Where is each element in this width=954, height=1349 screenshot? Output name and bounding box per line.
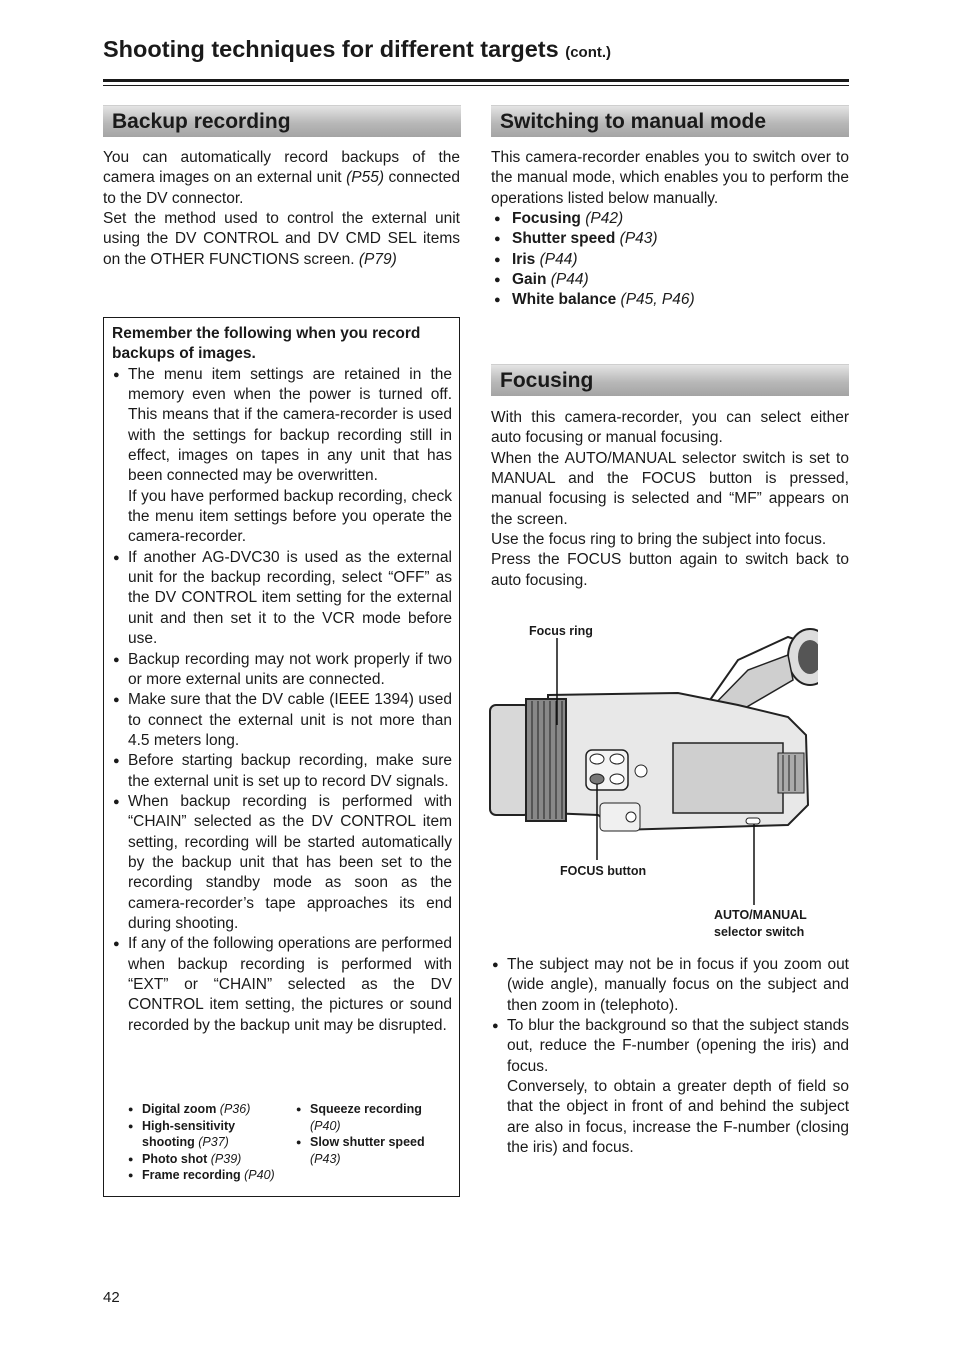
notes-heading: Remember the following when you record backups of images. [112,325,421,363]
list-item: ● High-sensitivity [128,1118,275,1135]
list-item: ● Make sure that the DV cable (IEEE 1394) used to connect the external unit is not more than 4.5 meters long. [112,690,452,751]
header-rule [103,79,849,82]
label-focus-button: FOCUS button [560,864,647,878]
notes-list [112,365,452,1036]
manual-list [491,209,849,311]
ref-link: (P55) [346,169,384,187]
list-item: ● To blur the background so that the subject stands out, reduce the F-number (opening the iris) and focus. Conversely, to obtain a greater depth of field so that the object in front of and behind the subject are also in focus, increase the F-number (closing the iris) and focus. [491,1016,849,1158]
list-item-cont: (P43) [310,1151,341,1166]
list-item: ● When backup recording is performed with “CHAIN” selected as the DV CONTROL item setting, recording will be started automatically by the backup unit that has been set to the recording standby mode as soon as the camera-recorder’s tape approaches its end during shooting. [112,792,452,934]
focusing-paragraph: Use the focus ring to bring the subject into focus. [491,531,827,549]
manual-text [491,148,849,311]
section-heading-backup: Backup recording [103,105,461,137]
list-item: ● Shutter speed (P43) [491,229,849,249]
focusing-text [491,408,849,591]
section-heading-focusing: Focusing [491,364,849,396]
page-number: 42 [103,1289,120,1306]
list-item: ● White balance (P45, P46) [491,290,849,310]
backup-text [103,148,460,270]
title-text: Shooting techniques for different targets [103,36,559,62]
sub-list-right [296,1101,425,1167]
sub-list-left [128,1101,275,1184]
list-item: ● Frame recording (P40) [128,1167,275,1184]
label-focus-ring: Focus ring [529,624,593,638]
title-cont: (cont.) [565,44,612,61]
list-item: ● If any of the following operations are performed when backup recording is performed with “EXT” or “CHAIN” selected as the DV CONTROL item setting, the pictures or sound recorded by the backup unit may be disrupted. [112,934,452,1036]
focusing-paragraph: When the AUTO/MANUAL selector switch is set to MANUAL and the FOCUS button is pressed, manual focusing is selected and “MF” appears on the screen. [491,449,849,528]
list-item: ● Slow shutter speed [296,1134,425,1151]
list-item-cont: shooting (P37) [142,1135,229,1150]
focusing-tips [491,955,849,1158]
backup-paragraph-2: Set the method used to control the external unit using the DV CONTROL and DV CMD SEL items on the OTHER FUNCTIONS screen. (P79) [103,210,460,268]
list-item: ● Before starting backup recording, make sure the external unit is set up to record DV signals. [112,751,452,792]
tips-list [491,955,849,1158]
list-item: ● Iris (P44) [491,250,849,270]
list-item: ● The subject may not be in focus if you zoom out (wide angle), manually focus on the subject and then zoom in (telephoto). [491,955,849,1016]
list-item: ● Gain (P44) [491,270,849,290]
notes-box [103,317,460,1197]
ref-link: (P79) [358,250,397,268]
list-item: ● The menu item settings are retained in the memory even when the power is turned off. This means that if the camera-recorder is used with the settings for backup recording still in effect, images on tapes in any unit that has been connected may be overwritten. If you have performed backup recording, check the menu item settings before you operate the camera-recorder. [112,365,452,548]
list-item-cont: (P40) [310,1118,341,1133]
list-item: ● Squeeze recording [296,1101,425,1118]
focusing-paragraph: With this camera-recorder, you can select either auto focusing or manual focusing. [491,409,849,447]
focusing-paragraph: Press the FOCUS button again to switch back to auto focusing. [491,551,849,589]
list-item: ● Backup recording may not work properly if two or more external units are connected. [112,650,452,691]
label-auto-manual: AUTO/MANUAL selector switch [714,908,807,939]
list-item: ● Digital zoom (P36) [128,1101,275,1118]
list-item: ● If another AG-DVC30 is used as the external unit for the backup recording, select “OFF” as the DV CONTROL item setting for the external unit and then set it to the VCR mode before use. [112,548,452,650]
backup-paragraph-1: You can automatically record backups of the camera images on an external unit (P55) connected to the DV connector. [103,149,460,207]
header-rule-thin [103,85,849,86]
camera-illustration [488,625,818,915]
page-title [103,36,611,63]
section-heading-manual: Switching to manual mode [491,105,849,137]
manual-intro: This camera-recorder enables you to switch over to the manual mode, which enables you to perform the operations listed below manually. [491,149,849,207]
list-item: ● Photo shot (P39) [128,1151,275,1168]
list-item: ● Focusing (P42) [491,209,849,229]
